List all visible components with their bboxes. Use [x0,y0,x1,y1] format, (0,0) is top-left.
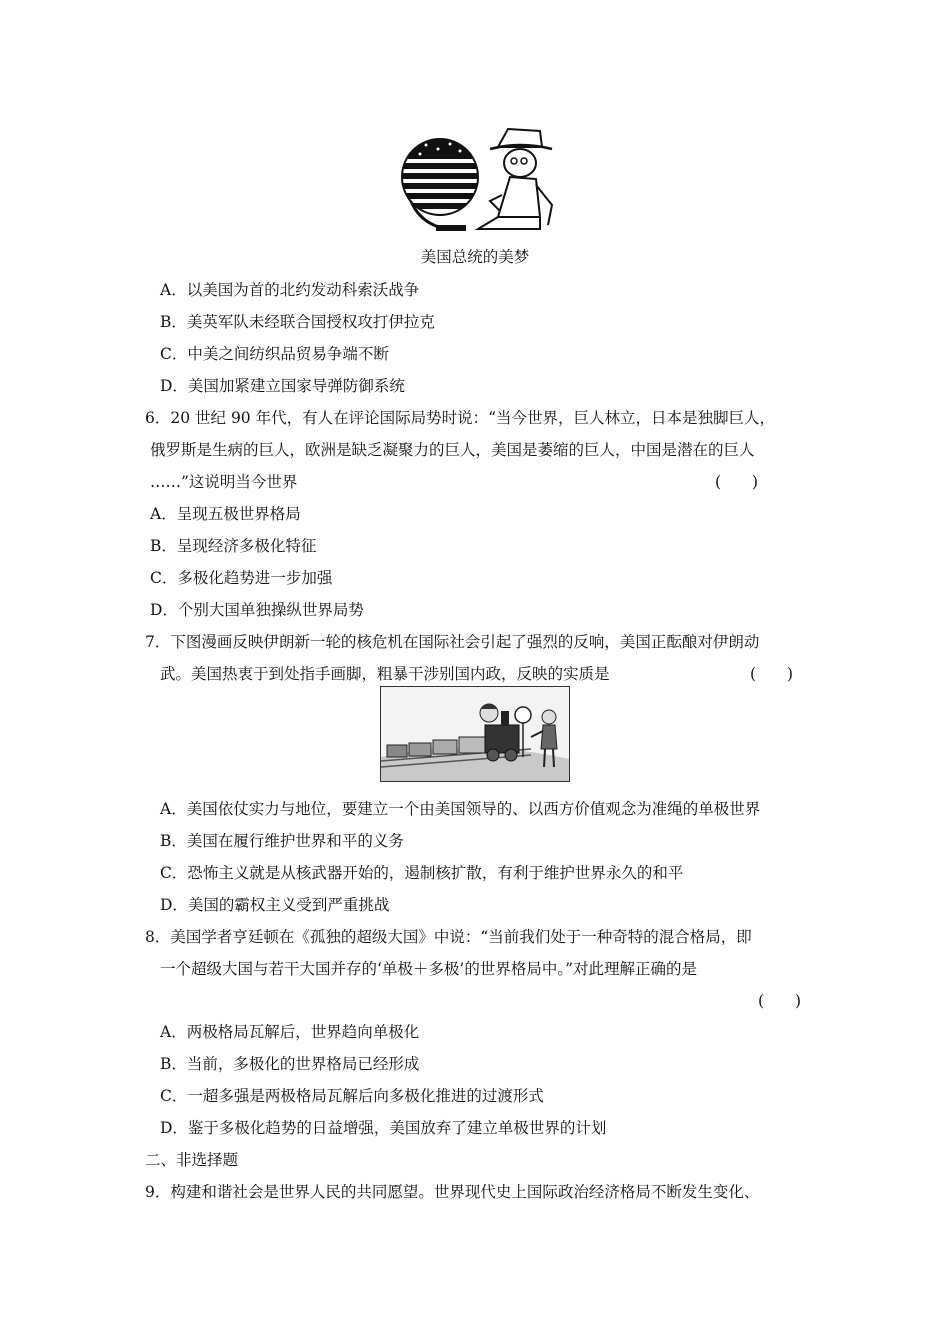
q8-option-d: D．鉴于多极化趋势的日益增强，美国放弃了建立单极世界的计划 [160,1119,607,1137]
q5-option-b: B．美英军队未经联合国授权攻打伊拉克 [160,313,435,331]
q7-stem-line-1: 7．下图漫画反映伊朗新一轮的核危机在国际社会引起了强烈的反响，美国正酝酿对伊朗动 [145,633,760,651]
q7-option-c: C．恐怖主义就是从核武器开始的，遏制核扩散，有利于维护世界永久的和平 [160,864,684,882]
q7-stem-line-2: 武。美国热衷于到处指手画脚，粗暴干涉别国内政，反映的实质是 [160,665,610,683]
q7-option-b: B．美国在履行维护世界和平的义务 [160,832,404,850]
q8-option-c: C．一超多强是两极格局瓦解后向多极化推进的过渡形式 [160,1087,544,1105]
section-title: 二、非选择题 [145,1151,239,1169]
q9-stem-line-1: 9．构建和谐社会是世界人民的共同愿望。世界现代史上国际政治经济格局不断发生变化、 [145,1183,760,1201]
q5-option-d: D．美国加紧建立国家导弹防御系统 [160,377,405,395]
q7-answer-blank: ( ) [750,665,794,683]
q8-stem-line-1: 8．美国学者亨廷顿在《孤独的超级大国》中说：“当前我们处于一种奇特的混合格局，即 [145,928,752,946]
q6-stem-line-1: 6．20 世纪 90 年代，有人在评论国际局势时说：“当今世界，巨人林立，日本是独脚巨人， [145,409,776,427]
cartoon-train-figure [380,686,570,782]
q6-option-d: D．个别大国单独操纵世界局势 [150,601,364,619]
q5-option-c: C．中美之间纺织品贸易争端不断 [160,345,389,363]
q6-stem-line-3: ……”这说明当今世界 [150,473,298,491]
q8-option-a: A．两极格局瓦解后，世界趋向单极化 [160,1023,420,1041]
q8-option-b: B．当前，多极化的世界格局已经形成 [160,1055,420,1073]
q6-option-b: B．呈现经济多极化特征 [150,537,317,555]
q6-option-a: A．呈现五极世界格局 [150,505,301,523]
q6-option-c: C．多极化趋势进一步加强 [150,569,333,587]
q8-answer-blank: ( ) [758,992,802,1010]
q5-option-a: A．以美国为首的北约发动科索沃战争 [160,281,420,299]
q7-option-d: D．美国的霸权主义受到严重挑战 [160,896,390,914]
q7-option-a: A．美国依仗实力与地位，要建立一个由美国领导的、以西方价值观念为准绳的单极世界 [160,800,761,818]
q6-stem-line-2: 俄罗斯是生病的巨人，欧洲是缺乏凝聚力的巨人，美国是萎缩的巨人，中国是潜在的巨人 [150,441,755,459]
cartoon-globe-figure [390,125,562,237]
figure-caption: 美国总统的美梦 [420,248,530,266]
q6-answer-blank: ( ) [715,473,759,491]
q8-stem-line-2: 一个超级大国与若干大国并存的‘单极＋多极’的世界格局中。”对此理解正确的是 [160,960,698,978]
